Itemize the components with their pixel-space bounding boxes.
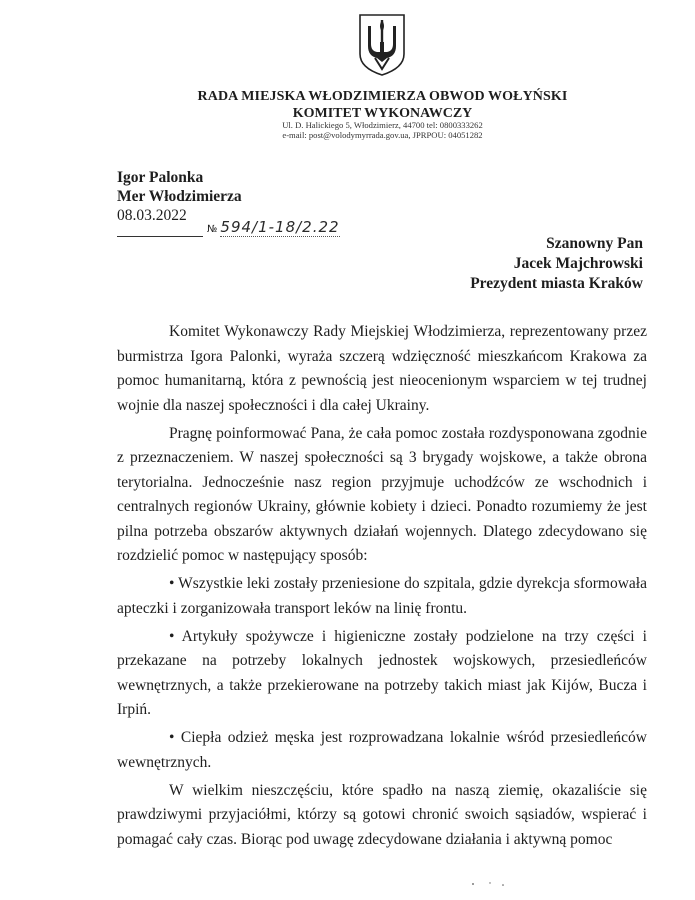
contact-block [250, 120, 515, 140]
bullet-item: • Wszystkie leki zostały przeniesione do szpitala, gdzie dyrekcja sformowała apteczki i zorganizowała transport leków na linię frontu. [117, 572, 647, 621]
sender-block [117, 168, 242, 225]
recipient-block [470, 234, 643, 294]
recipient-title: Prezydent miasta Kraków [470, 275, 643, 292]
body-paragraph: W wielkim nieszczęściu, które spadło na naszą ziemię, okazaliście się prawdziwymi przyjaciółmi, którzy są gotowi chronić swoich sąsiadów, wspierać i pomagać cały czas. Biorąc pod uwagę zdecydowane działania i aktywną pomoc [117, 781, 647, 848]
body-paragraph: Komitet Wykonawczy Rady Miejskiej Włodzimierza, reprezentowany przez burmistrza Igora Palonki, wyraża szczerą wdzięczność mieszkańcom Krakowa za pomoc humanitarną, która z pewnością jest nieocenionym wsparciem w tej trudnej wojnie dla naszej społeczności i dla całej Ukrainy. [117, 323, 647, 414]
council-name: RADA MIEJSKA WŁODZIMIERZA OBWOD WOŁYŃSKI [197, 89, 568, 104]
handwritten-reference-number: 594/1-18/2.22 [220, 218, 340, 236]
ukraine-coat-of-arms-icon [357, 12, 407, 78]
reference-line [117, 218, 340, 237]
ref-prefix: № [207, 224, 218, 235]
letter-body [117, 320, 647, 856]
council-header [140, 88, 625, 122]
body-paragraph: Pragnę poinformować Pana, że cała pomoc została rozdysponowana zgodnie z przeznaczeniem. W naszej społeczności są 3 brygady wojskowe, a także obrona terytorialna. Jednocześnie nasz region przyjmuje uchodźców ze wschodnich i centralnych regionów Ukrainy, głównie kobiety i dzieci. Ponadto rozumiemy że jest pilna potrzeba obszarów aktywnych działań wojennych. Dlatego zdecydowano się rozdzielić pomoc w następujący sposób: [117, 424, 647, 564]
sender-name: Igor Palonka [117, 169, 204, 186]
bullet-item: • Ciepła odzież męska jest rozprowadzana lokalnie wśród przesiedleńców wewnętrznych. [117, 726, 647, 775]
contact-line: e-mail: post@volodymyrrada.gov.ua, JPRPOU: 04051282 [282, 130, 483, 140]
address-line: Ul. D. Halickiego 5, Włodzimierz, 44700 tel: 0800333262 [282, 120, 483, 130]
scan-specks [470, 880, 510, 888]
sender-title: Mer Włodzimierza [117, 188, 242, 205]
recipient-salutation: Szanowny Pan [546, 235, 643, 252]
bullet-item: • Artykuły spożywcze i higieniczne zostały podzielone na trzy części i przekazane na potrzeby lokalnych jednostek wojskowych, przesiedleńców wewnętrznych, a także przekierowane na potrzeby takich miast jak Kijów, Bucza i Irpiń. [117, 625, 647, 723]
committee-name: KOMITET WYKONAWCZY [292, 106, 473, 121]
recipient-name: Jacek Majchrowski [513, 255, 643, 272]
letter-date: 08.03.2022 [117, 207, 187, 224]
date-underline [117, 222, 203, 237]
